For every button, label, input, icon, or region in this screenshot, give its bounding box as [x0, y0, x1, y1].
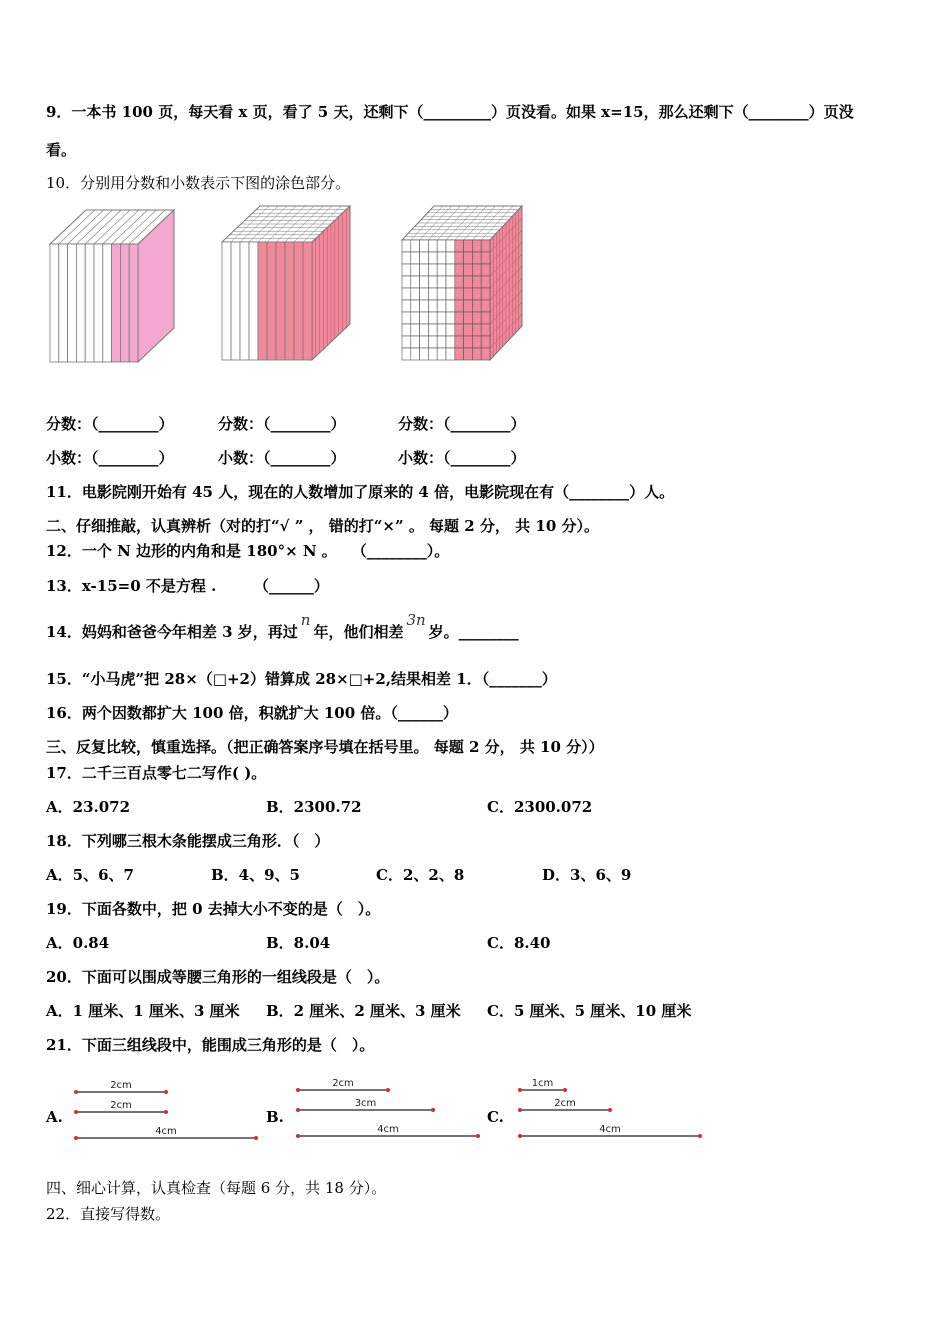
q10-figure-strips [48, 208, 178, 364]
grid-cell [446, 348, 455, 360]
grid-cell [420, 252, 429, 264]
segment-label: 4cm [599, 1124, 621, 1135]
grid-cell [472, 264, 481, 276]
grid-cell [437, 300, 446, 312]
segment-endpoint [254, 1136, 258, 1140]
grid-cell [437, 348, 446, 360]
grid-cell [428, 300, 437, 312]
grid-cell [402, 312, 411, 324]
grid-cell [464, 252, 473, 264]
strip [240, 242, 249, 360]
grid-cell [428, 252, 437, 264]
strip [120, 244, 129, 362]
grid-cell [464, 336, 473, 348]
q19-stem: 19．下面各数中，把 0 去掉大小不变的是（ ）。 [46, 900, 381, 918]
grid-cell [420, 276, 429, 288]
grid-cell [428, 312, 437, 324]
q10-figure-grid-cube [400, 202, 526, 364]
q19-option-c[interactable]: C．8.40 [487, 934, 551, 952]
segment-endpoint [296, 1088, 300, 1092]
segment-label: 4cm [377, 1124, 399, 1135]
grid-cell [428, 240, 437, 252]
grid-cell [455, 288, 464, 300]
grid-cell [437, 264, 446, 276]
grid-cell [472, 240, 481, 252]
grid-cell [446, 276, 455, 288]
grid-cell [411, 336, 420, 348]
grid-cell [455, 348, 464, 360]
grid-cell [428, 324, 437, 336]
grid-cell [455, 276, 464, 288]
grid-cell [472, 324, 481, 336]
grid-cell [402, 276, 411, 288]
section3-heading: 三、反复比较，慎重选择。（把正确答案序号填在括号里。 每题 2 分， 共 10 分）） [46, 738, 604, 756]
grid-cell [411, 348, 420, 360]
q9-line2: 看。 [46, 141, 77, 159]
q21-segments-b [292, 1070, 492, 1146]
segment-endpoint [431, 1108, 435, 1112]
strip [76, 244, 85, 362]
q14-var-3n: 3n [406, 611, 426, 629]
grid-cell [472, 312, 481, 324]
strip [222, 242, 231, 360]
q16: 16．两个因数都扩大 100 倍，积就扩大 100 倍。（______） [46, 704, 458, 722]
strip [276, 242, 285, 360]
q10-fraction-2: 分数：（________） [218, 415, 346, 433]
grid-cell [464, 264, 473, 276]
grid-cell [446, 312, 455, 324]
q17-stem: 17．二千三百点零七二写作( )。 [46, 764, 267, 782]
grid-cell [411, 240, 420, 252]
strip [50, 244, 59, 362]
grid-cell [437, 288, 446, 300]
q14-part3: 岁。________ [428, 623, 519, 641]
grid-cell [420, 288, 429, 300]
grid-cell [420, 336, 429, 348]
strip [94, 244, 103, 362]
grid-cell [411, 264, 420, 276]
grid-cell [481, 252, 490, 264]
segment-label: 1cm [531, 1078, 554, 1089]
grid-cell [420, 300, 429, 312]
q18-option-c[interactable]: C．2、2、8 [376, 866, 465, 884]
grid-cell [446, 240, 455, 252]
segment-endpoint [563, 1088, 567, 1092]
grid-cell [472, 336, 481, 348]
q10-figure-strips-grid [220, 204, 354, 364]
grid-cell [420, 324, 429, 336]
grid-cell [437, 336, 446, 348]
grid-cell [411, 312, 420, 324]
grid-cell [428, 264, 437, 276]
q10-decimal-1: 小数：（________） [46, 449, 174, 467]
section2-heading: 二、仔细推敲，认真辨析（对的打“√ ” ， 错的打“×” 。 每题 2 分， 共 10 分）。 [46, 517, 599, 535]
grid-cell [437, 276, 446, 288]
grid-cell [455, 312, 464, 324]
strip [68, 244, 77, 362]
q21-option-b[interactable]: B. [266, 1108, 284, 1126]
grid-cell [437, 240, 446, 252]
strip [258, 242, 267, 360]
segment-endpoint [698, 1134, 702, 1138]
grid-cell [402, 252, 411, 264]
grid-cell [455, 264, 464, 276]
grid-cell [402, 300, 411, 312]
grid-cell [472, 276, 481, 288]
grid-cell [481, 240, 490, 252]
grid-cell [446, 336, 455, 348]
grid-cell [481, 264, 490, 276]
grid-cell [455, 324, 464, 336]
grid-cell [402, 348, 411, 360]
grid-cell [464, 240, 473, 252]
grid-cell [437, 324, 446, 336]
grid-cell [446, 288, 455, 300]
q17-option-a[interactable]: A．23.072 [46, 798, 131, 816]
q20-option-b[interactable]: B．2 厘米、2 厘米、3 厘米 [266, 1002, 461, 1020]
grid-cell [428, 288, 437, 300]
q10-decimal-3: 小数：（________） [398, 449, 526, 467]
segment-label: 2cm [110, 1100, 132, 1111]
grid-cell [428, 348, 437, 360]
segment-endpoint [518, 1088, 522, 1092]
grid-cell [402, 324, 411, 336]
grid-cell [455, 240, 464, 252]
segment-label: 2cm [554, 1098, 576, 1109]
grid-cell [437, 312, 446, 324]
q12: 12．一个 N 边形的内角和是 180°× N 。 （________）。 [46, 542, 450, 560]
q17-option-b[interactable]: B．2300.72 [266, 798, 362, 816]
q9-line1: 9．一本书 100 页，每天看 x 页，看了 5 天，还剩下（_________）页没看。如果 x=15，那么还剩下（________）页没 [46, 103, 854, 121]
segment-endpoint [386, 1088, 390, 1092]
q14-part1: 14．妈妈和爸爸今年相差 3 岁，再过 [46, 623, 298, 641]
grid-cell [464, 288, 473, 300]
strip [129, 244, 138, 362]
grid-cell [481, 276, 490, 288]
q10-fraction-1: 分数：（________） [46, 415, 174, 433]
q19-option-b[interactable]: B．8.04 [266, 934, 331, 952]
q10-stem: 10．分别用分数和小数表示下图的涂色部分。 [46, 174, 351, 192]
grid-cell [464, 348, 473, 360]
grid-cell [464, 324, 473, 336]
q21-segments-a [70, 1072, 270, 1148]
strip [249, 242, 258, 360]
q20-stem: 20．下面可以围成等腰三角形的一组线段是（ ）。 [46, 968, 390, 986]
segment-endpoint [518, 1108, 522, 1112]
q11: 11．电影院刚开始有 45 人，现在的人数增加了原来的 4 倍，电影院现在有（________）人。 [46, 483, 675, 501]
q22: 22．直接写得数。 [46, 1205, 171, 1223]
grid-cell [420, 264, 429, 276]
segment-label: 3cm [354, 1098, 377, 1109]
q20-option-c[interactable]: C．5 厘米、5 厘米、10 厘米 [487, 1002, 692, 1020]
section4-heading: 四、细心计算，认真检查（每题 6 分，共 18 分）。 [46, 1179, 387, 1197]
grid-cell [455, 300, 464, 312]
strip [85, 244, 94, 362]
grid-cell [411, 300, 420, 312]
grid-cell [472, 348, 481, 360]
q10-fraction-3: 分数：（________） [398, 415, 526, 433]
grid-cell [472, 252, 481, 264]
grid-cell [402, 264, 411, 276]
strip [103, 244, 112, 362]
grid-cell [455, 336, 464, 348]
strip [59, 244, 68, 362]
q15: 15．“小马虎”把 28×（□+2）错算成 28×□+2,结果相差 1．（_______） [46, 670, 557, 688]
segment-endpoint [518, 1134, 522, 1138]
segment-endpoint [296, 1108, 300, 1112]
grid-cell [464, 312, 473, 324]
grid-cell [402, 336, 411, 348]
segment-endpoint [74, 1090, 78, 1094]
segment-label: 2cm [332, 1078, 354, 1089]
grid-cell [464, 276, 473, 288]
q18-option-b[interactable]: B．4、9、5 [211, 866, 300, 884]
strip [231, 242, 240, 360]
grid-cell [428, 276, 437, 288]
strip [112, 244, 121, 362]
segment-endpoint [74, 1136, 78, 1140]
q20-option-a[interactable]: A．1 厘米、1 厘米、3 厘米 [46, 1002, 240, 1020]
segment-endpoint [74, 1110, 78, 1114]
segment-label: 4cm [155, 1126, 177, 1137]
grid-cell [402, 240, 411, 252]
grid-cell [446, 252, 455, 264]
q18-stem: 18．下列哪三根木条能摆成三角形．（ ） [46, 832, 330, 850]
grid-cell [472, 300, 481, 312]
segment-endpoint [296, 1134, 300, 1138]
strip [294, 242, 303, 360]
grid-cell [481, 300, 490, 312]
q14 [46, 611, 519, 642]
grid-cell [481, 348, 490, 360]
q14-var-n: n [300, 611, 311, 629]
grid-cell [420, 348, 429, 360]
segment-endpoint [164, 1090, 168, 1094]
q21-stem: 21．下面三组线段中，能围成三角形的是（ ）。 [46, 1036, 375, 1054]
grid-cell [428, 336, 437, 348]
grid-cell [464, 300, 473, 312]
grid-cell [481, 324, 490, 336]
q17-option-c[interactable]: C．2300.072 [487, 798, 593, 816]
q21-option-a[interactable]: A. [46, 1108, 63, 1126]
strip [303, 242, 312, 360]
q21-segments-c [514, 1070, 714, 1146]
q21-option-c[interactable]: C. [487, 1108, 504, 1126]
grid-cell [411, 276, 420, 288]
grid-cell [446, 264, 455, 276]
grid-cell [446, 324, 455, 336]
grid-cell [481, 312, 490, 324]
grid-cell [402, 288, 411, 300]
segment-endpoint [476, 1134, 480, 1138]
q18-option-d[interactable]: D．3、6、9 [542, 866, 632, 884]
q19-option-a[interactable]: A．0.84 [46, 934, 110, 952]
grid-cell [411, 288, 420, 300]
grid-cell [481, 336, 490, 348]
segment-label: 2cm [110, 1080, 132, 1091]
grid-cell [411, 324, 420, 336]
segment-endpoint [608, 1108, 612, 1112]
grid-cell [481, 288, 490, 300]
strip [285, 242, 294, 360]
grid-cell [411, 252, 420, 264]
grid-cell [455, 252, 464, 264]
grid-cell [472, 288, 481, 300]
segment-endpoint [164, 1110, 168, 1114]
strip [267, 242, 276, 360]
q18-option-a[interactable]: A．5、6、7 [46, 866, 134, 884]
q13: 13．x-15=0 不是方程 . （______） [46, 577, 329, 595]
grid-cell [437, 252, 446, 264]
grid-cell [420, 240, 429, 252]
q10-decimal-2: 小数：（________） [218, 449, 346, 467]
grid-cell [420, 312, 429, 324]
grid-cell [446, 300, 455, 312]
q14-part2: 年，他们相差 [313, 623, 404, 641]
